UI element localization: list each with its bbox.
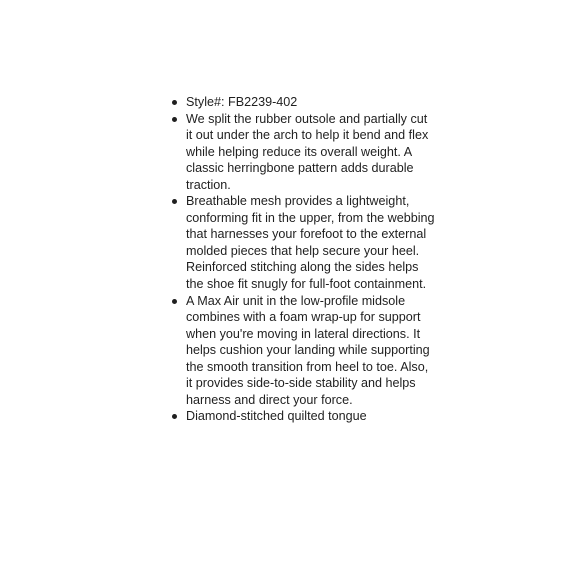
list-item xyxy=(186,293,436,409)
feature-text: Diamond-stitched quilted tongue xyxy=(186,409,367,424)
list-item xyxy=(186,193,436,292)
feature-text: We split the rubber outsole and partially cut it out under the arch to help it bend and flex while helping reduce its overall weight. A classic herringbone pattern adds durable traction. xyxy=(186,111,429,192)
bullet-dot-icon xyxy=(172,117,177,122)
feature-bullet-list xyxy=(168,94,436,425)
list-item xyxy=(186,111,436,194)
bullet-dot-icon xyxy=(172,199,177,204)
feature-text: Style#: FB2239-402 xyxy=(186,95,298,109)
feature-text: Breathable mesh provides a lightweight, conforming fit in the upper, from the webbing that harnesses your forefoot to the external molded pieces that help secure your heel. Reinforced stitching along the sides helps the shoe fit snugly for full-foot containment. xyxy=(186,194,435,292)
bullet-dot-icon xyxy=(172,414,177,419)
list-item xyxy=(186,408,436,425)
bullet-dot-icon xyxy=(172,299,177,304)
feature-text: A Max Air unit in the low-profile midsole combines with a foam wrap-up for support when you're moving in lateral directions. It helps cushion your landing while supporting the smooth transition from heel to toe. Also, it provides side-to-side stability and helps harness and direct your force. xyxy=(186,293,430,407)
list-item xyxy=(186,94,436,111)
bullet-dot-icon xyxy=(172,100,177,105)
